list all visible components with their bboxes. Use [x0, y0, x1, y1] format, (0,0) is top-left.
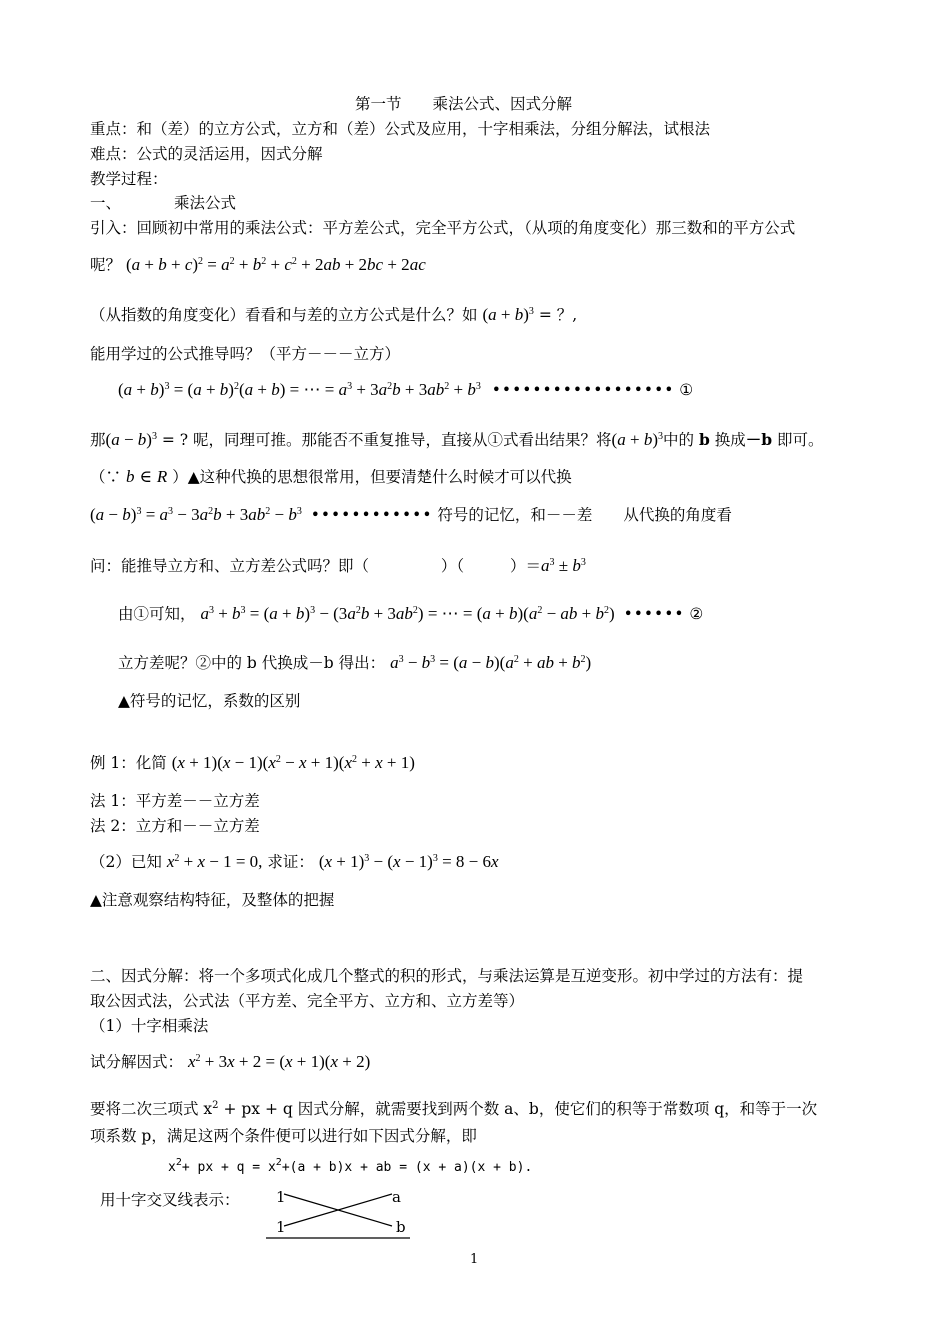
leader-dots-2: ••••••••••••: [310, 506, 433, 524]
intro-line-2: [90, 255, 426, 275]
factor-identity-c: +(a + b)x + ab = (x + a)(x + b).: [281, 1160, 533, 1175]
cube-of-sum-derivation: $(a + b)^3 = (a + b)^2(a + b)$ = ⋯ = $a^3 + 3a^2b + 3ab^2 + b^3$: [118, 380, 481, 399]
method-1: 法 1：平方差－－立方差: [90, 792, 260, 810]
example-2-prefix: （2）已知: [90, 853, 162, 871]
section-2-sub-1: （1）十字相乘法: [90, 1017, 209, 1035]
intro-line-2-prefix: 呢？: [90, 256, 122, 274]
neg-b-bold: －b: [745, 430, 773, 449]
ask-end: ）＝: [510, 557, 542, 575]
cube-diff-question: 立方差呢？②中的 b 代换成－b 得出：: [118, 654, 386, 672]
ask-mid: ）（: [440, 557, 465, 575]
page-number: 1: [470, 1252, 479, 1267]
intro-line-1: 引入：回顾初中常用的乘法公式：平方差公式，完全平方公式，（从项的角度变化）那三数和的平方公式: [90, 219, 796, 237]
example-1-label: 例 1：化简: [90, 754, 167, 772]
cube-of-difference-expr: $(a - b)^3$: [105, 430, 157, 449]
cube-of-sum-expr-2: $(a + b)^3$: [611, 430, 663, 449]
section-1-title: 乘法公式: [173, 194, 236, 212]
cross-top-left: 1: [276, 1188, 286, 1206]
difficulties: 难点：公式的灵活运用，因式分解: [90, 145, 323, 163]
example-2-line: [90, 852, 499, 872]
method-2: 法 2：立方和－－立方差: [90, 817, 260, 835]
factor-identity-b: + px + q = x: [181, 1160, 276, 1175]
quadratic-line-1: 要将二次三项式 $x^2$ + px + q 因式分解，就需要找到两个数 a、b，使它们的积等于常数项 q，和等于一次: [90, 1100, 818, 1118]
sign-note: 符号的记忆，和－－差 从代换的角度看: [437, 506, 732, 524]
exponent-question: [90, 305, 577, 325]
substitution-text-2: 中的: [662, 431, 694, 449]
quadratic-line-2: 项系数 p，满足这两个条件便可以进行如下因式分解，即: [90, 1127, 477, 1145]
substitution-end: 即可。: [777, 431, 824, 449]
sum-of-cubes-formula: $a^3 + b^3 = (a + b)^3 - (3a^2b + 3ab^2)$ = ⋯ = $(a + b)(a^2$ − ab + $b^2$): [200, 604, 615, 623]
quadratic-line-1-a: 要将二次三项式 x: [90, 1100, 213, 1118]
cross-bottom-right: b: [396, 1218, 406, 1236]
cross-bottom-left: 1: [276, 1218, 286, 1236]
substitution-text-3: 换成: [714, 431, 746, 449]
try-factor-formula: $x^2 + 3x + 2 = (x + 1)(x + 2)$: [187, 1052, 371, 1071]
sum-of-cubes-line: [118, 604, 703, 624]
cross-label: 用十字交叉线表示：: [100, 1191, 240, 1209]
exponent-question-text: （从指数的角度变化）看看和与差的立方公式是什么？如: [90, 306, 478, 324]
triangle-note-1: ▲符号的记忆，系数的区别: [118, 692, 301, 710]
substitution-line: [90, 430, 824, 450]
difference-of-cubes-formula: $a^3 - b^3 = (a - b)(a^2$ + ab + $b^2$): [390, 653, 592, 672]
substitution-note: ）▲这种代换的思想很常用，但要清楚什么时候才可以代换: [172, 468, 572, 486]
teaching-process: 教学过程：: [90, 170, 168, 188]
because-line: [90, 467, 572, 487]
circled-label-2: ②: [689, 605, 704, 623]
example-1-line: [90, 753, 415, 773]
leader-dots-3: ••••••: [623, 605, 685, 623]
sum-diff-of-cubes-expr: $a^3 \pm b^3$: [541, 556, 586, 575]
cube-of-difference-formula: $(a - b)^3 = a^3 - 3a^2b + 3ab^2 - b^3$: [90, 505, 302, 524]
square-of-sum-formula: $(a + b + c)^2 = a^2 + b^2 + c^2 + 2ab + 2bc + 2ac$: [125, 255, 426, 274]
substitution-prefix: 那: [90, 431, 106, 449]
cross-top-right: a: [392, 1188, 401, 1206]
key-points: 重点：和（差）的立方公式，立方和（差）公式及应用，十字相乘法，分组分解法，试根法: [90, 120, 711, 138]
difference-of-cubes-line: [118, 653, 591, 673]
example-2-proof: $(x + 1)^3 - (x - 1)^3 = 8 - 6x$: [318, 852, 499, 871]
triangle-note-2: ▲注意观察结构特征，及整体的把握: [90, 891, 335, 909]
cube-of-sum-expr: $(a + b)^3$: [482, 305, 534, 324]
because-R: R: [156, 467, 168, 486]
cross-multiplication-diagram: [262, 1186, 412, 1242]
page-title: 第一节 乘法公式、因式分解: [355, 95, 573, 113]
section-2-line-2: 取公因式法，公式法（平方差、完全平方、立方和、立方差等）: [90, 992, 525, 1010]
example-2-mid: 求证：: [267, 853, 314, 871]
from-label: 由①可知，: [118, 605, 196, 623]
derive-question: 能用学过的公式推导吗？（平方－－－立方）: [90, 345, 401, 363]
because-in: ∈: [139, 467, 152, 486]
factor-identity-a: x: [168, 1160, 176, 1175]
example-2-condition: $x^2 + x - 1 = 0$,: [166, 852, 263, 871]
section-1-number: 一、: [90, 194, 122, 212]
ask-line: [90, 556, 586, 576]
because-b: b: [125, 467, 135, 486]
try-factor-label: 试分解因式：: [90, 1053, 184, 1071]
factor-identity-line: $x^2+$ px + $q = x^2+(a + b)x$ + ab = (x + a)(x + b).: [168, 1157, 533, 1175]
exponent-question-suffix: = ？,: [538, 306, 578, 324]
section-1-heading: [90, 193, 236, 213]
section-2-line-1: 二、因式分解：将一个多项式化成几个整式的积的形式，与乘法运算是互逆变形。初中学过的方法有：提: [90, 967, 804, 985]
try-factor-line: [90, 1052, 370, 1072]
b-bold: b: [698, 430, 710, 449]
circled-label-1: ①: [679, 381, 694, 399]
quadratic-line-1-b: + px + q 因式分解，就需要找到两个数 a、b，使它们的积等于常数项 q，和等于一次: [218, 1100, 818, 1118]
because-prefix: （∵: [90, 468, 122, 486]
leader-dots-1: ••••••••••••••••••: [491, 381, 675, 399]
cube-of-difference-line: [90, 505, 732, 525]
substitution-text: = ? 呢，同理可推。那能否不重复推导，直接从①式看出结果？将: [161, 431, 612, 449]
formula-1-line: [118, 380, 693, 400]
example-1-expr: $(x + 1)(x - 1)(x^2 - x + 1)(x^2 + x + 1)$: [171, 753, 415, 772]
ask-prefix: 问：能推导立方和、立方差公式吗？即（: [90, 557, 370, 575]
